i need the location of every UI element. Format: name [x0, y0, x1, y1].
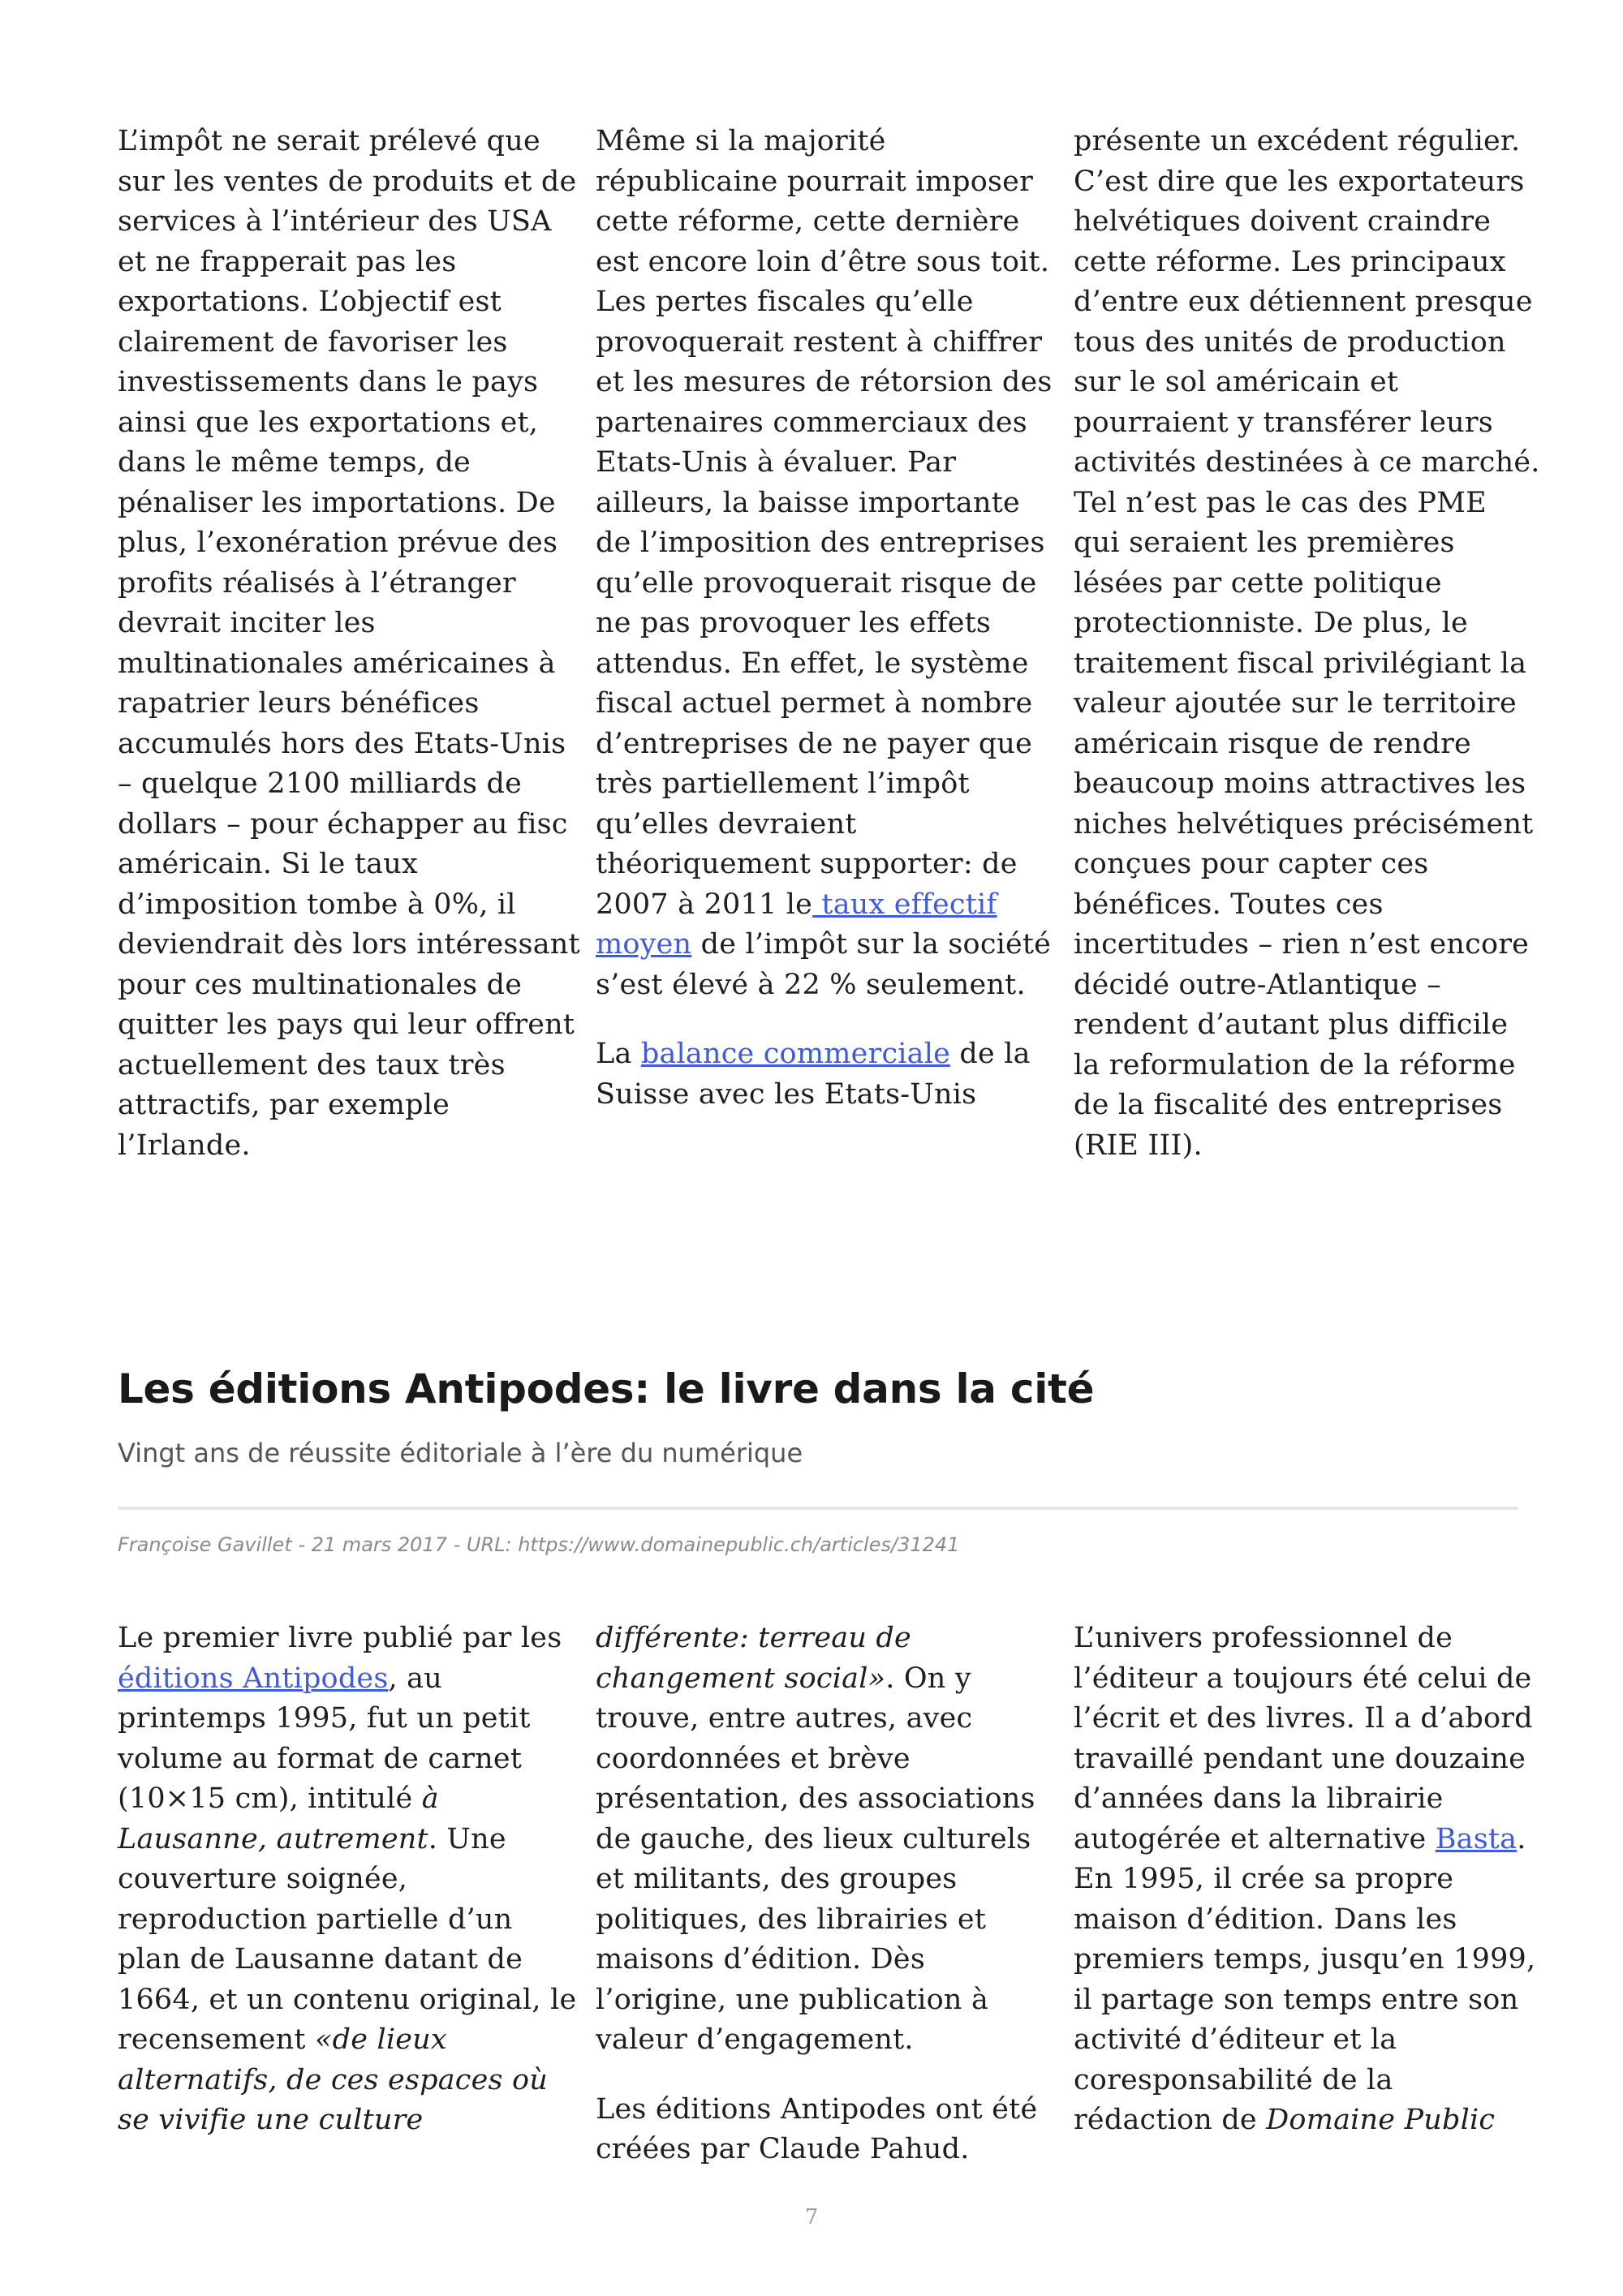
text-line: l’éditeur a toujours été celui de	[1074, 1662, 1532, 1695]
text-line: helvétiques doivent craindre	[1074, 205, 1492, 238]
text-line: théoriquement supporter: de	[596, 848, 1018, 880]
italic-fragment: à	[421, 1782, 439, 1815]
text-line: décidé outre-Atlantique –	[1074, 968, 1441, 1001]
quote-italic: «de lieux	[315, 2023, 447, 2056]
quote-italic: se vivifie une culture	[118, 2104, 424, 2136]
text-line: attendus. En effet, le système	[596, 647, 1029, 680]
article2-title: Les éditions Antipodes: le livre dans la cité	[118, 1365, 1095, 1412]
text-line: investissements dans le pays	[118, 366, 539, 398]
link-balance-commerciale[interactable]: balance commerciale	[640, 1038, 951, 1070]
text-fragment: . On y	[885, 1662, 971, 1695]
text-line: la reformulation de la réforme	[1074, 1048, 1516, 1081]
text-fragment: autogérée et alternative	[1074, 1822, 1436, 1855]
article2-col3-paragraph	[1074, 1619, 1536, 2141]
text-line: L’univers professionnel de	[1074, 1622, 1453, 1654]
article2-meta: Françoise Gavillet - 21 mars 2017 - URL: https://www.domainepublic.ch/articles/31241	[118, 1533, 960, 1556]
text-line: et les mesures de rétorsion des	[596, 366, 1053, 398]
text-line: L’impôt ne serait prélevé que	[118, 125, 540, 157]
text-line: bénéfices. Toutes ces	[1074, 888, 1384, 921]
text-line: Tel n’est pas le cas des PME	[1074, 486, 1487, 519]
text-fragment: , au	[388, 1662, 442, 1695]
text-fragment: Suisse avec les Etats-Unis	[596, 1077, 977, 1111]
text-line: très partiellement l’impôt	[596, 767, 970, 800]
text-fragment: 2007 à 2011 le	[596, 888, 813, 921]
article1-column-1	[118, 122, 580, 1166]
text-line: républicaine pourrait imposer	[596, 165, 1034, 198]
publication-name-italic: Domaine Public	[1266, 2104, 1496, 2136]
text-line: printemps 1995, fut un petit	[118, 1702, 531, 1735]
text-line: volume au format de carnet	[118, 1742, 523, 1775]
text-line: coresponsabilité de la	[1074, 2063, 1393, 2096]
text-line: d’entre eux détiennent presque	[1074, 286, 1533, 318]
text-line: clairement de favoriser les	[118, 325, 508, 359]
text-line: reproduction partielle d’un	[118, 1903, 513, 1936]
text-line: l’Irlande.	[118, 1129, 251, 1162]
text-line: politiques, des librairies et	[596, 1903, 987, 1936]
text-fragment: recensement	[118, 2023, 316, 2056]
text-fragment: (10×15 cm), intitulé	[118, 1782, 422, 1815]
article2-column-1	[118, 1619, 577, 2170]
text-line: présentation, des associations	[596, 1782, 1035, 1815]
text-line: incertitudes – rien n’est encore	[1074, 928, 1530, 961]
text-line: exportations. L’objectif est	[118, 286, 502, 318]
text-line: Même si la majorité	[596, 125, 886, 157]
link-basta[interactable]: Basta	[1435, 1822, 1518, 1855]
link-taux-effectif-moyen[interactable]: taux effectif	[812, 888, 997, 921]
article1-col3-paragraph	[1074, 122, 1540, 1166]
header-divider	[118, 1507, 1518, 1510]
text-line: En 1995, il crée sa propre	[1074, 1863, 1454, 1895]
text-line: qui seraient les premières	[1074, 527, 1455, 559]
text-line: beaucoup moins attractives les	[1074, 767, 1526, 800]
text-line: – quelque 2100 milliards de	[118, 767, 523, 800]
text-fragment: s’est élevé à 22 % seulement.	[596, 968, 1026, 1001]
text-line: trouve, entre autres, avec	[596, 1702, 973, 1735]
text-line: valeur d’engagement.	[596, 2023, 914, 2056]
text-line: d’imposition tombe à 0%, il	[118, 888, 516, 921]
article2-column-2	[596, 1619, 1038, 2170]
text-line: travaillé pendant une douzaine	[1074, 1742, 1526, 1775]
text-line: partenaires commerciaux des	[596, 406, 1027, 439]
article1-columns	[118, 122, 1540, 1166]
text-line: services à l’intérieur des USA	[118, 205, 552, 238]
article2-col2-paragraph-1	[596, 1619, 1035, 2061]
text-line: pénaliser les importations. De	[118, 486, 556, 519]
text-line: protectionniste. De plus, le	[1074, 607, 1468, 639]
text-fragment: La	[596, 1038, 641, 1070]
text-line: fiscal actuel permet à nombre	[596, 687, 1033, 720]
text-line: Etats-Unis à évaluer. Par	[596, 446, 957, 479]
text-line: premiers temps, jusqu’en 1999,	[1074, 1943, 1536, 1976]
text-line: (RIE III).	[1074, 1129, 1203, 1162]
article2-columns	[118, 1619, 1536, 2170]
text-line: conçues pour capter ces	[1074, 848, 1429, 880]
text-line: ainsi que les exportations et,	[118, 406, 539, 439]
text-line: multinationales américaines à	[118, 647, 556, 680]
text-line: sur le sol américain et	[1074, 366, 1399, 398]
text-line: accumulés hors des Etats-Unis	[118, 727, 566, 760]
text-line: Les éditions Antipodes ont été	[596, 2092, 1038, 2126]
text-line: de gauche, des lieux culturels	[596, 1822, 1031, 1855]
text-fragment: . Une	[428, 1822, 506, 1855]
article1-col2-paragraph-1	[596, 122, 1053, 1005]
text-line: activité d’éditeur et la	[1074, 2023, 1397, 2056]
text-line: qu’elles devraient	[596, 807, 857, 841]
text-line: traitement fiscal privilégiant la	[1074, 647, 1527, 680]
text-line: d’entreprises de ne payer que	[596, 727, 1033, 760]
article1-column-2	[596, 122, 1053, 1166]
article1-column-3	[1074, 122, 1540, 1166]
text-line: maison d’édition. Dans les	[1074, 1903, 1457, 1936]
link-taux-effectif-moyen-cont[interactable]: moyen	[596, 928, 692, 961]
text-line: deviendrait dès lors intéressant	[118, 928, 580, 961]
text-fragment: de l’impôt sur la société	[691, 928, 1052, 961]
text-line: lésées par cette politique	[1074, 566, 1442, 600]
text-line: est encore loin d’être sous toit.	[596, 245, 1050, 278]
text-line: et ne frapperait pas les	[118, 245, 457, 278]
text-line: cette réforme. Les principaux	[1074, 245, 1506, 278]
text-line: valeur ajoutée sur le territoire	[1074, 687, 1517, 720]
text-line: rendent d’autant plus difficile	[1074, 1008, 1509, 1041]
text-line: maisons d’édition. Dès	[596, 1943, 926, 1976]
book-title-italic: Lausanne, autrement	[118, 1822, 428, 1855]
page-number: 7	[804, 2205, 819, 2229]
link-editions-antipodes[interactable]: éditions Antipodes	[118, 1662, 389, 1695]
text-line: il partage son temps entre son	[1074, 1983, 1519, 2016]
text-line: rapatrier leurs bénéfices	[118, 687, 480, 720]
text-line: ailleurs, la baisse importante	[596, 486, 1020, 519]
text-line: qu’elle provoquerait risque de	[596, 566, 1037, 600]
text-line: de l’imposition des entreprises	[596, 527, 1045, 559]
text-line: provoquerait restent à chiffrer	[596, 325, 1043, 359]
article2-subtitle: Vingt ans de réussite éditoriale à l’ère du numérique	[118, 1438, 803, 1468]
text-line: Les pertes fiscales qu’elle	[596, 286, 974, 318]
text-line: attractifs, par exemple	[118, 1089, 450, 1121]
text-fragment: .	[1517, 1822, 1526, 1855]
article1-col1-paragraph	[118, 122, 580, 1166]
text-line: tous des unités de production	[1074, 325, 1506, 359]
text-line: coordonnées et brève	[596, 1742, 911, 1775]
text-line: quitter les pays qui leur offrent	[118, 1008, 575, 1041]
text-line: dans le même temps, de	[118, 446, 471, 479]
text-line: américain risque de rendre	[1074, 727, 1471, 760]
quote-italic: changement social»	[596, 1662, 886, 1695]
text-fragment: de la	[950, 1038, 1031, 1070]
article2-col1-paragraph	[118, 1619, 577, 2141]
article1-col2-paragraph-2	[596, 1034, 1031, 1115]
text-line: pour ces multinationales de	[118, 968, 523, 1001]
text-line: devrait inciter les	[118, 607, 376, 639]
text-line: plus, l’exonération prévue des	[118, 527, 558, 559]
text-line: plan de Lausanne datant de	[118, 1943, 523, 1976]
text-line: américain. Si le taux	[118, 848, 418, 880]
text-line: Le premier livre publié par les	[118, 1622, 562, 1654]
text-fragment: rédaction de	[1074, 2104, 1267, 2136]
text-line: couverture soignée,	[118, 1863, 408, 1895]
text-line: profits réalisés à l’étranger	[118, 566, 516, 600]
text-line: 1664, et un contenu original, le	[118, 1983, 577, 2016]
text-line: d’années dans la librairie	[1074, 1782, 1444, 1815]
text-line: cette réforme, cette dernière	[596, 205, 1020, 238]
text-line: l’origine, une publication à	[596, 1983, 989, 2016]
article2-col2-paragraph-2	[596, 2090, 1038, 2170]
quote-italic: différente: terreau de	[596, 1622, 911, 1654]
text-line: ne pas provoquer les effets	[596, 607, 992, 639]
text-line: créées par Claude Pahud.	[596, 2133, 970, 2165]
text-line: pourraient y transférer leurs	[1074, 406, 1493, 439]
text-line: dollars – pour échapper au fisc	[118, 807, 568, 841]
text-line: activités destinées à ce marché.	[1074, 446, 1540, 479]
text-line: actuellement des taux très	[118, 1048, 506, 1081]
text-line: présente un excédent régulier.	[1074, 125, 1521, 157]
quote-italic: alternatifs, de ces espaces où	[118, 2063, 549, 2096]
text-line: et militants, des groupes	[596, 1863, 958, 1895]
text-line: sur les ventes de produits et de	[118, 165, 577, 198]
article2-column-3	[1074, 1619, 1536, 2170]
text-line: de la fiscalité des entreprises	[1074, 1089, 1503, 1121]
text-line: l’écrit et des livres. Il a d’abord	[1074, 1702, 1533, 1735]
text-line: C’est dire que les exportateurs	[1074, 165, 1525, 198]
text-line: niches helvétiques précisément	[1074, 807, 1534, 841]
